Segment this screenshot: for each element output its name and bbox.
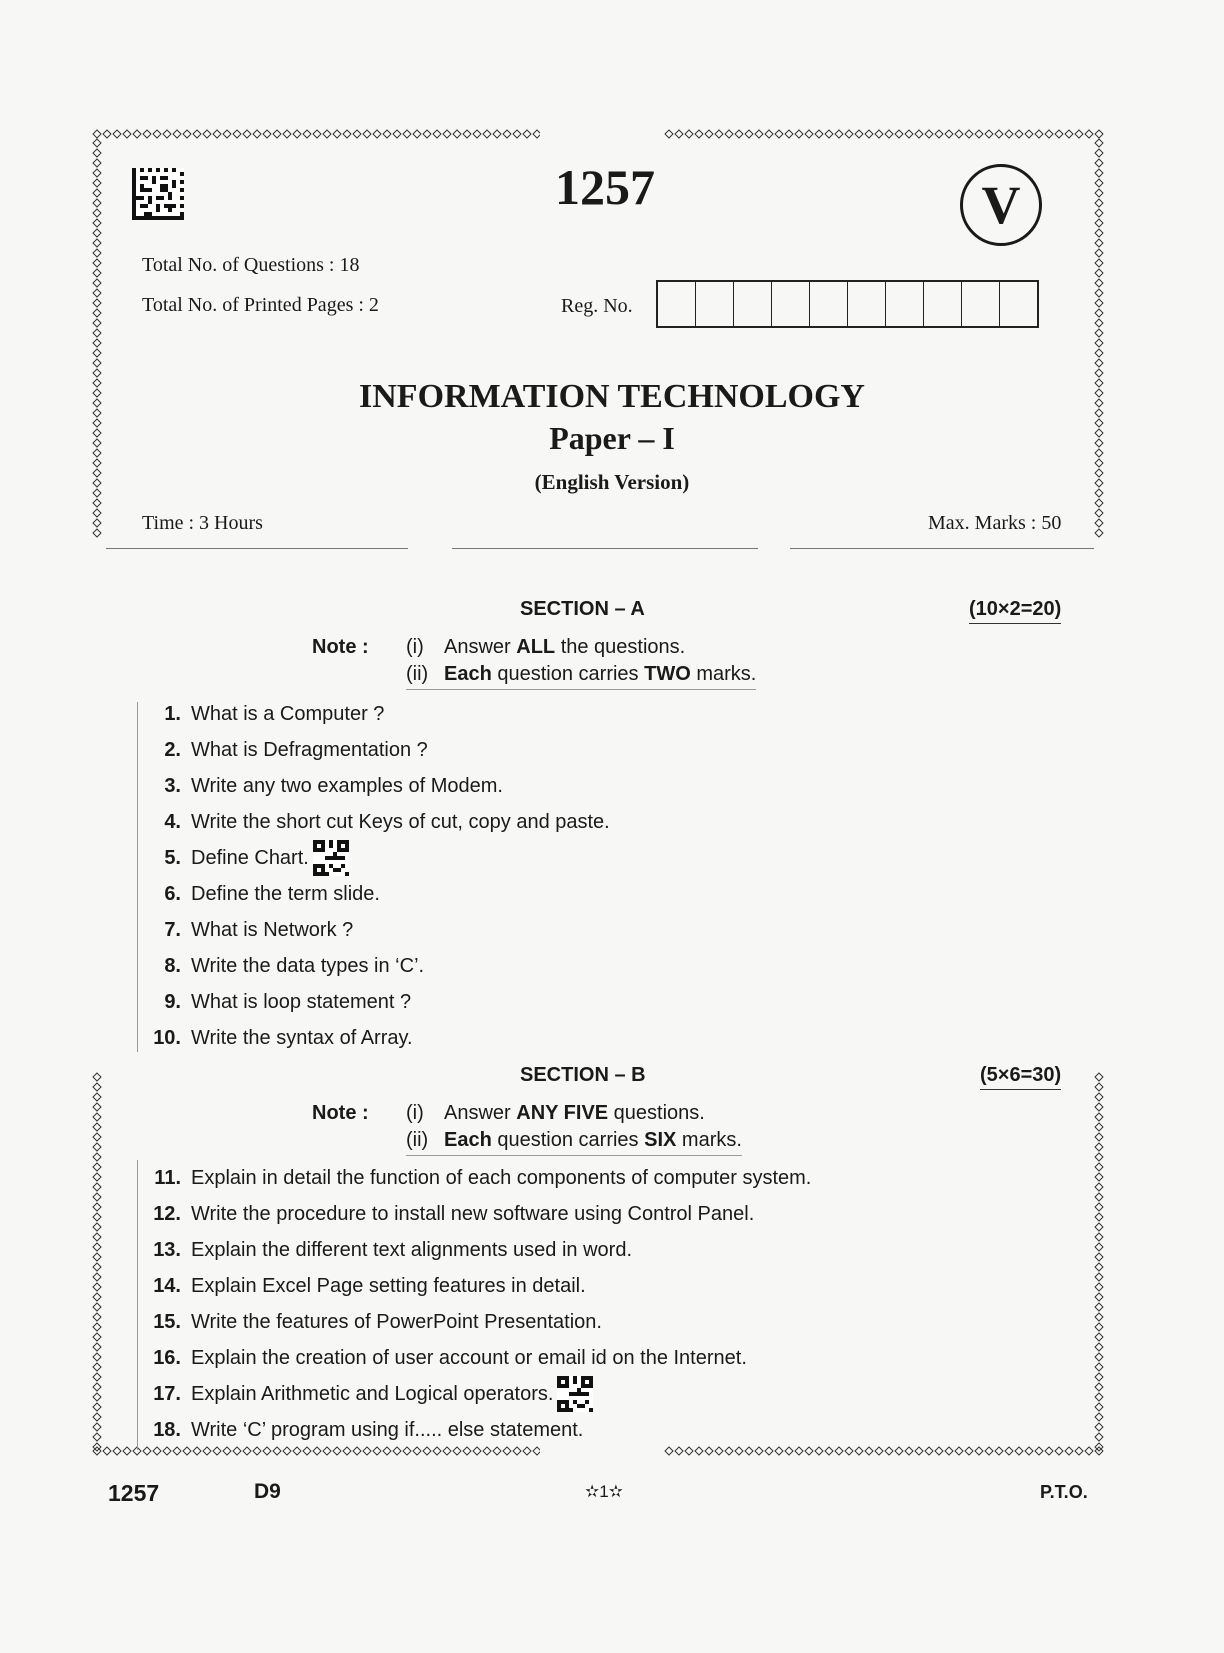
margin-line-b [137, 1160, 138, 1450]
reg-box[interactable] [924, 282, 962, 326]
question-item [145, 1376, 811, 1412]
question-item [145, 1196, 811, 1232]
question-text: What is Defragmentation ? [191, 739, 428, 761]
section-b-note-1 [406, 1102, 705, 1125]
divider-top-1 [106, 548, 408, 549]
left-border-bottom [92, 1072, 102, 1452]
question-number: 3. [164, 775, 181, 797]
section-b-note-2 [406, 1129, 742, 1156]
footer-pto: P.T.O. [1040, 1482, 1088, 1502]
reg-box[interactable] [1000, 282, 1037, 326]
question-item [145, 984, 610, 1020]
question-item [145, 696, 610, 732]
note-num: (ii) [406, 1129, 429, 1151]
question-item [145, 948, 610, 984]
question-text: Write the features of PowerPoint Presentation. [191, 1311, 602, 1333]
top-border-right [664, 129, 1104, 139]
section-a-marks: (10×2=20) [969, 598, 1061, 624]
note-text: the questions. [555, 636, 686, 658]
qr-code-icon [313, 840, 349, 876]
section-b-questions [145, 1160, 811, 1448]
divider-top-2 [452, 548, 758, 549]
reg-box[interactable] [696, 282, 734, 326]
question-number: 6. [164, 883, 181, 905]
reg-box[interactable] [772, 282, 810, 326]
question-text: Explain Arithmetic and Logical operators. [191, 1383, 554, 1405]
reg-box[interactable] [658, 282, 696, 326]
reg-no-label: Reg. No. [561, 295, 633, 317]
question-number: 8. [164, 955, 181, 977]
question-text: Write the short cut Keys of cut, copy and paste. [191, 811, 610, 833]
note-bold: TWO [644, 663, 691, 685]
question-item [145, 1340, 811, 1376]
question-text: What is a Computer ? [191, 703, 385, 725]
subject-title: INFORMATION TECHNOLOGY [359, 378, 865, 415]
question-number: 15. [153, 1311, 181, 1333]
question-item [145, 1304, 811, 1340]
section-a-questions [145, 696, 610, 1056]
note-num: (ii) [406, 663, 429, 685]
time-label: Time : 3 Hours [142, 512, 263, 534]
paper-code: 1257 [555, 159, 655, 215]
question-text: Write ‘C’ program using if..... else statement. [191, 1419, 584, 1441]
datamatrix-icon [132, 168, 184, 220]
question-item [145, 1160, 811, 1196]
question-item [145, 732, 610, 768]
question-item [145, 768, 610, 804]
section-b-heading: SECTION – B [520, 1064, 646, 1086]
question-number: 17. [153, 1383, 181, 1405]
note-text: marks. [676, 1129, 742, 1151]
question-item [145, 1020, 610, 1056]
top-border-left [92, 129, 540, 139]
footer-code: 1257 [108, 1480, 160, 1506]
question-text: What is loop statement ? [191, 991, 412, 1013]
question-text: Explain in detail the function of each components of computer system. [191, 1167, 812, 1189]
total-questions: Total No. of Questions : 18 [142, 254, 360, 276]
note-bold: Each [444, 1129, 492, 1151]
question-number: 7. [164, 919, 181, 941]
question-item [145, 912, 610, 948]
footer-series: D9 [254, 1480, 281, 1503]
question-text: Write the data types in ‘C’. [191, 955, 425, 977]
note-bold: SIX [644, 1129, 677, 1151]
section-a-note-2 [406, 663, 756, 690]
reg-box[interactable] [848, 282, 886, 326]
version-letter: V [981, 175, 1021, 235]
reg-box[interactable] [810, 282, 848, 326]
section-a-note-label: Note : [312, 636, 369, 658]
qr-code-icon [557, 1376, 593, 1412]
note-text: questions. [608, 1102, 705, 1124]
question-number: 2. [164, 739, 181, 761]
note-bold: ALL [516, 636, 556, 658]
reg-no-boxes[interactable] [656, 280, 1039, 328]
question-number: 12. [153, 1203, 181, 1225]
section-b-note-label: Note : [312, 1102, 369, 1124]
note-text: marks. [690, 663, 757, 685]
note-text: Answer [444, 636, 517, 658]
question-item [145, 840, 610, 876]
question-number: 14. [153, 1275, 181, 1297]
reg-box[interactable] [734, 282, 772, 326]
footer-page: ✫1✫ [585, 1482, 623, 1501]
question-number: 13. [153, 1239, 181, 1261]
question-text: Explain the creation of user account or email id on the Internet. [191, 1347, 747, 1369]
margin-line-a [137, 702, 138, 1052]
section-b-marks: (5×6=30) [980, 1064, 1061, 1090]
max-marks-label: Max. Marks : 50 [928, 512, 1062, 534]
question-text: Define the term slide. [191, 883, 380, 905]
section-a-note-1 [406, 636, 685, 659]
question-text: Write any two examples of Modem. [191, 775, 503, 797]
version-badge [960, 164, 1042, 246]
question-item [145, 1268, 811, 1304]
question-text: Write the procedure to install new software using Control Panel. [191, 1203, 755, 1225]
question-number: 4. [164, 811, 181, 833]
question-number: 11. [154, 1167, 181, 1189]
section-a-heading: SECTION – A [520, 598, 645, 620]
reg-box[interactable] [886, 282, 924, 326]
reg-box[interactable] [962, 282, 1000, 326]
question-text: Write the syntax of Array. [191, 1027, 413, 1049]
version-title: (English Version) [534, 470, 690, 494]
question-number: 16. [153, 1347, 181, 1369]
question-text: Explain Excel Page setting features in detail. [191, 1275, 586, 1297]
question-item [145, 1412, 811, 1448]
question-number: 18. [153, 1419, 181, 1441]
note-text: Answer [444, 1102, 517, 1124]
question-number: 9. [164, 991, 181, 1013]
note-num: (i) [406, 636, 424, 658]
question-number: 1. [164, 703, 181, 725]
paper-title: Paper – I [549, 420, 675, 456]
note-bold: Each [444, 663, 492, 685]
question-text: What is Network ? [191, 919, 354, 941]
right-border-bottom [1094, 1072, 1104, 1452]
note-text: question carries [491, 663, 645, 685]
question-text: Define Chart. [191, 847, 309, 869]
question-item [145, 804, 610, 840]
note-bold: ANY FIVE [516, 1102, 609, 1124]
divider-top-3 [790, 548, 1094, 549]
question-item [145, 1232, 811, 1268]
question-number: 5. [164, 847, 181, 869]
question-item [145, 876, 610, 912]
note-num: (i) [406, 1102, 424, 1124]
total-pages: Total No. of Printed Pages : 2 [142, 294, 379, 316]
question-number: 10. [153, 1027, 181, 1049]
question-text: Explain the different text alignments used in word. [191, 1239, 632, 1261]
note-text: question carries [491, 1129, 645, 1151]
